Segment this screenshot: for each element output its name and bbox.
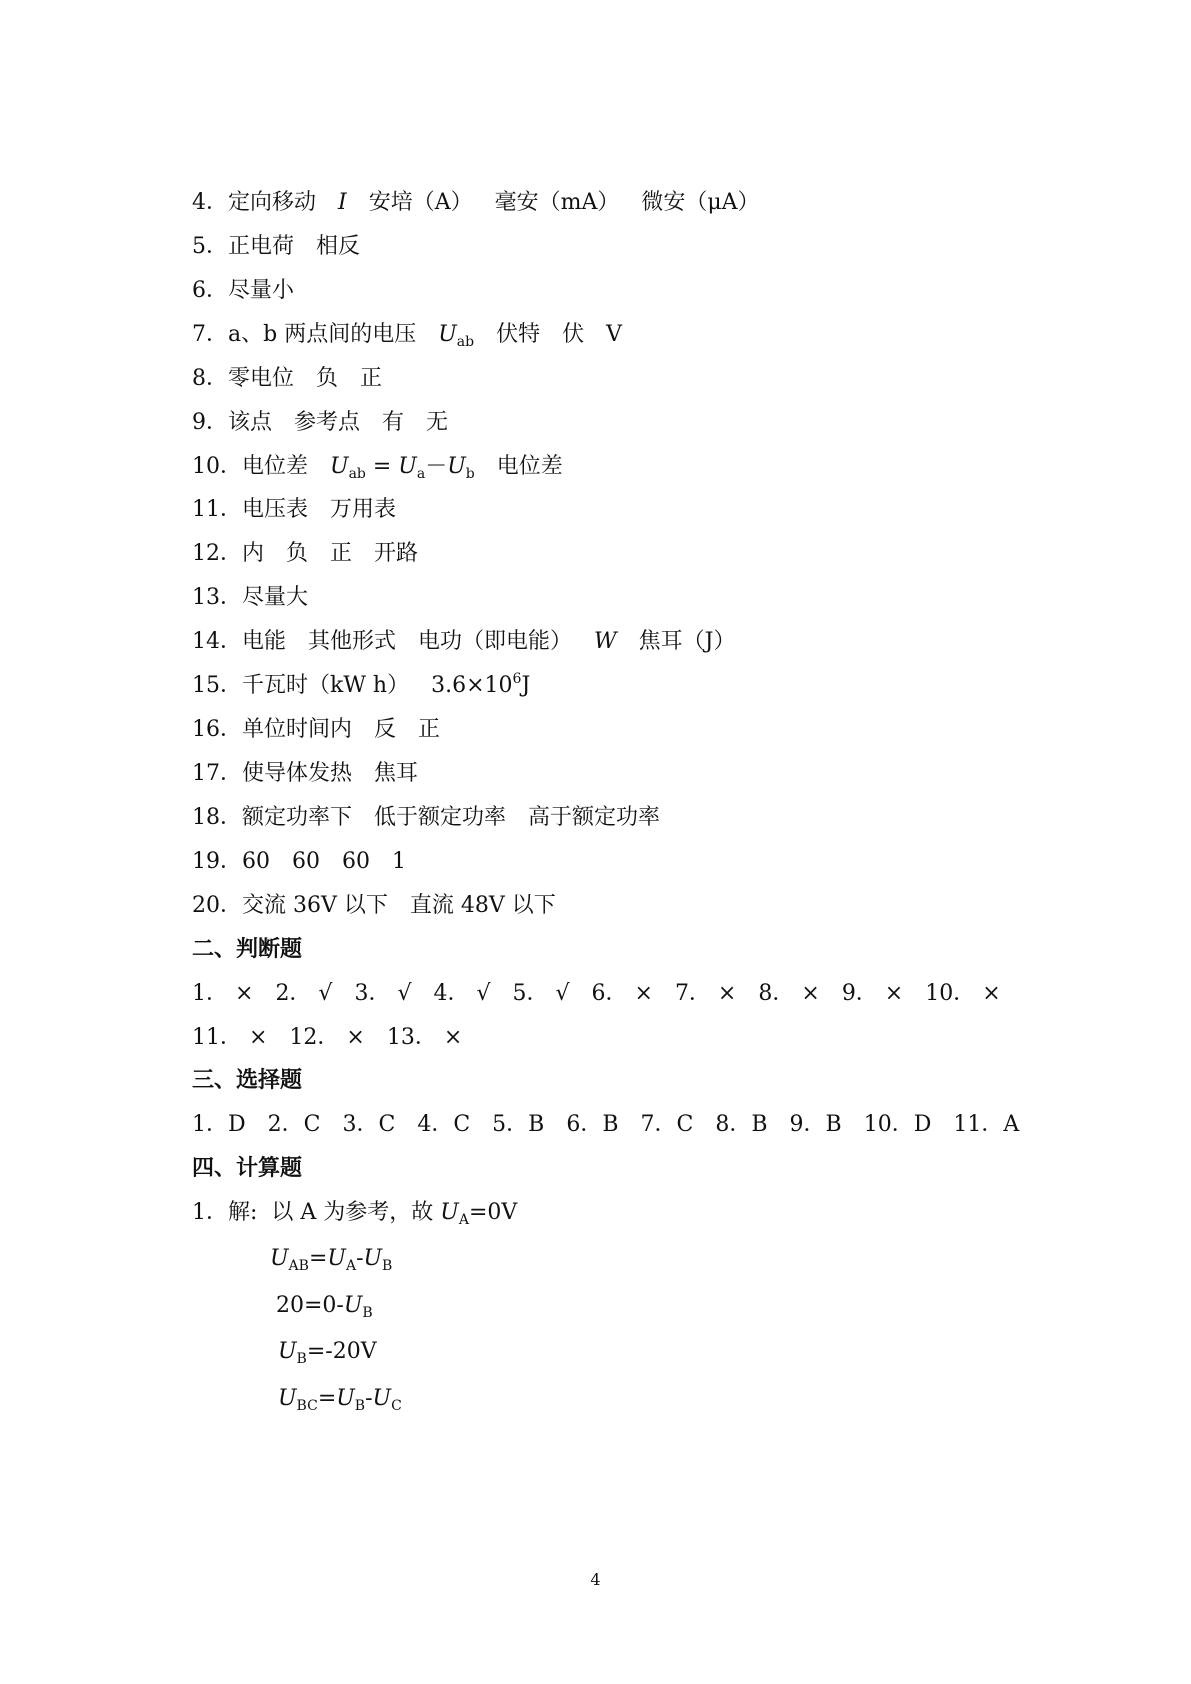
answer-17 bbox=[192, 759, 418, 789]
calc-line-4 bbox=[278, 1384, 402, 1414]
answer-text: 尽量小 bbox=[228, 278, 295, 303]
judge-answer: 12． × bbox=[289, 1025, 365, 1050]
voltage-subscript: ab bbox=[456, 334, 475, 350]
answer-value: 3.6×10 bbox=[431, 673, 513, 698]
judge-answer: 9． × bbox=[841, 981, 904, 1006]
item-number: 4． bbox=[192, 190, 228, 215]
item-number: 19． bbox=[192, 849, 242, 874]
item-number: 11． bbox=[192, 497, 242, 522]
voltage-symbol: U bbox=[336, 1386, 355, 1411]
answer-9 bbox=[192, 408, 448, 438]
solution-value: =0V bbox=[468, 1200, 518, 1225]
formula-symbol: U bbox=[447, 454, 466, 479]
choice-answer: 8．B bbox=[715, 1112, 768, 1137]
answer-text: 额定功率下 bbox=[242, 805, 353, 830]
item-number: 9． bbox=[192, 410, 228, 435]
answer-text: 负 bbox=[286, 541, 309, 566]
answer-14 bbox=[192, 627, 736, 657]
voltage-subscript: B bbox=[382, 1258, 393, 1274]
formula-symbol: U bbox=[398, 454, 417, 479]
answer-16 bbox=[192, 715, 440, 745]
answer-text: 电压表 bbox=[242, 497, 309, 522]
answer-text: 60 bbox=[242, 849, 270, 874]
voltage-subscript: A bbox=[458, 1212, 469, 1228]
item-number: 6． bbox=[192, 278, 228, 303]
calc-line-2 bbox=[276, 1291, 373, 1321]
answer-symbol: W bbox=[594, 629, 617, 654]
choice-answer: 11．A bbox=[953, 1112, 1020, 1137]
choice-answer: 7．C bbox=[640, 1112, 694, 1137]
answer-8 bbox=[192, 364, 382, 394]
answer-text: 千瓦时（kW h） bbox=[242, 673, 410, 698]
item-number: 13． bbox=[192, 585, 242, 610]
answer-text: 开路 bbox=[374, 541, 419, 566]
answer-text: 有 bbox=[382, 410, 405, 435]
exponent: 6 bbox=[512, 671, 522, 687]
answer-15 bbox=[192, 671, 530, 701]
voltage-symbol: U bbox=[327, 1246, 346, 1271]
answer-symbol: I bbox=[338, 190, 347, 215]
unit: J bbox=[521, 673, 531, 698]
answer-text: 微安（μA） bbox=[641, 190, 760, 215]
answer-text: 直流 48V 以下 bbox=[409, 893, 556, 918]
voltage-subscript: C bbox=[391, 1398, 402, 1414]
item-number: 16． bbox=[192, 717, 242, 742]
formula-symbol: U bbox=[330, 454, 349, 479]
choice-answer: 1．D bbox=[192, 1112, 246, 1137]
item-number: 17． bbox=[192, 761, 242, 786]
answer-20 bbox=[192, 891, 556, 921]
answer-13 bbox=[192, 583, 308, 613]
item-number: 18． bbox=[192, 805, 242, 830]
item-number: 12． bbox=[192, 541, 242, 566]
judge-answer: 1． × bbox=[192, 981, 254, 1006]
item-number: 1．解: bbox=[192, 1200, 258, 1225]
answer-text: 单位时间内 bbox=[242, 717, 353, 742]
calc-intro bbox=[192, 1198, 517, 1228]
answer-text: 正 bbox=[418, 717, 441, 742]
formula-operator: = bbox=[365, 454, 399, 479]
formula-operator: － bbox=[425, 454, 448, 479]
judge-answer: 8． × bbox=[758, 981, 820, 1006]
answer-text: 60 bbox=[292, 849, 320, 874]
choice-answer: 2．C bbox=[267, 1112, 321, 1137]
answer-text: 定向移动 bbox=[228, 190, 317, 215]
item-number: 8． bbox=[192, 366, 228, 391]
formula-subscript: ab bbox=[348, 466, 366, 482]
answer-text: 高于额定功率 bbox=[528, 805, 661, 830]
answer-text: 该点 bbox=[228, 410, 273, 435]
answer-text: 电能 bbox=[242, 629, 287, 654]
answer-text: 伏 bbox=[562, 322, 585, 347]
calc-line-3 bbox=[278, 1337, 377, 1367]
voltage-subscript: AB bbox=[288, 1258, 309, 1274]
item-number: 5． bbox=[192, 234, 228, 259]
answer-text: 电位差 bbox=[242, 454, 309, 479]
answer-text: 60 bbox=[342, 849, 370, 874]
voltage-symbol: U bbox=[278, 1386, 297, 1411]
judge-answer: 7． × bbox=[674, 981, 737, 1006]
choice-answer: 10．D bbox=[863, 1112, 932, 1137]
judge-answer: 13． × bbox=[386, 1025, 463, 1050]
answer-text: 毫安（mA） bbox=[494, 190, 620, 215]
item-number: 15． bbox=[192, 673, 242, 698]
answer-7 bbox=[192, 320, 622, 350]
voltage-subscript: B bbox=[296, 1351, 307, 1367]
answer-text: 其他形式 bbox=[308, 629, 397, 654]
choice-answers-row bbox=[192, 1110, 1041, 1140]
answer-19 bbox=[192, 847, 406, 877]
answer-text: 低于额定功率 bbox=[374, 805, 507, 830]
answer-text: 焦耳（J） bbox=[638, 629, 736, 654]
answer-text: 安培（A） bbox=[368, 190, 473, 215]
answer-text: 使导体发热 bbox=[242, 761, 353, 786]
answer-text: 内 bbox=[242, 541, 265, 566]
answer-text: 焦耳 bbox=[374, 761, 419, 786]
answer-text: 电位差 bbox=[496, 454, 563, 479]
voltage-symbol: U bbox=[363, 1246, 383, 1271]
answer-text: 零电位 bbox=[228, 366, 295, 391]
voltage-symbol: U bbox=[372, 1386, 392, 1411]
choice-answer: 3．C bbox=[342, 1112, 396, 1137]
voltage-subscript: B bbox=[362, 1305, 373, 1321]
answer-text: 正 bbox=[330, 541, 353, 566]
answer-text: 正 bbox=[360, 366, 383, 391]
answer-text: 万用表 bbox=[330, 497, 397, 522]
formula-operator: = bbox=[317, 1386, 337, 1411]
answer-text: 尽量大 bbox=[242, 585, 309, 610]
answer-text: 伏特 bbox=[496, 322, 541, 347]
formula-operator: - bbox=[356, 1246, 364, 1271]
judge-answer: 11． × bbox=[192, 1025, 268, 1050]
choice-answer: 5．B bbox=[492, 1112, 545, 1137]
judge-answer: 5． √ bbox=[512, 981, 570, 1006]
calc-line-1 bbox=[270, 1244, 392, 1274]
answer-text: 参考点 bbox=[294, 410, 361, 435]
choice-answer: 9．B bbox=[789, 1112, 842, 1137]
choice-answer: 6．B bbox=[566, 1112, 619, 1137]
answer-text: 相反 bbox=[316, 234, 361, 259]
answer-6 bbox=[192, 276, 294, 306]
formula-subscript: b bbox=[465, 466, 475, 482]
answer-11 bbox=[192, 495, 396, 525]
item-number: 14． bbox=[192, 629, 242, 654]
answer-text: 1 bbox=[392, 849, 406, 874]
answer-4 bbox=[192, 188, 760, 218]
answer-10 bbox=[192, 452, 563, 482]
section-heading-calc: 四、计算题 bbox=[192, 1156, 303, 1181]
voltage-symbol: U bbox=[343, 1293, 363, 1318]
answer-text: 反 bbox=[374, 717, 397, 742]
answer-text: 正电荷 bbox=[228, 234, 295, 259]
judge-answer: 3． √ bbox=[354, 981, 412, 1006]
answer-12 bbox=[192, 539, 418, 569]
answer-5 bbox=[192, 232, 360, 262]
voltage-subscript: BC bbox=[296, 1398, 318, 1414]
formula-text: 20=0- bbox=[276, 1293, 344, 1318]
answer-text: a、b 两点间的电压 bbox=[228, 322, 417, 347]
solution-text: 以 A 为参考，故 bbox=[271, 1200, 441, 1225]
voltage-symbol: U bbox=[440, 1200, 459, 1225]
voltage-subscript: B bbox=[354, 1398, 366, 1414]
formula-operator: - bbox=[365, 1386, 373, 1411]
formula-operator: = bbox=[308, 1246, 328, 1271]
voltage-symbol: U bbox=[438, 322, 457, 347]
item-number: 10． bbox=[192, 454, 242, 479]
answer-text: 交流 36V 以下 bbox=[242, 893, 388, 918]
page-number: 4 bbox=[590, 1570, 601, 1589]
solution-value: =-20V bbox=[306, 1339, 377, 1364]
formula-subscript: a bbox=[416, 466, 426, 482]
answer-text: 电功（即电能） bbox=[418, 629, 573, 654]
answer-text: 无 bbox=[426, 410, 449, 435]
judge-answer: 2． √ bbox=[275, 981, 333, 1006]
section-heading-judge: 二、判断题 bbox=[192, 937, 303, 962]
judge-answers-row-1 bbox=[192, 979, 1023, 1009]
voltage-symbol: U bbox=[270, 1246, 289, 1271]
judge-answer: 4． √ bbox=[433, 981, 491, 1006]
judge-answers-row-2 bbox=[192, 1023, 484, 1053]
section-heading-choice: 三、选择题 bbox=[192, 1068, 303, 1093]
choice-answer: 4．C bbox=[417, 1112, 471, 1137]
answer-18 bbox=[192, 803, 660, 833]
judge-answer: 6． × bbox=[591, 981, 653, 1006]
item-number: 7． bbox=[192, 322, 228, 347]
voltage-symbol: U bbox=[278, 1339, 297, 1364]
answer-text: V bbox=[606, 322, 622, 347]
voltage-subscript: A bbox=[345, 1258, 357, 1274]
answer-text: 负 bbox=[316, 366, 339, 391]
judge-answer: 10． × bbox=[925, 981, 1001, 1006]
item-number: 20． bbox=[192, 893, 242, 918]
